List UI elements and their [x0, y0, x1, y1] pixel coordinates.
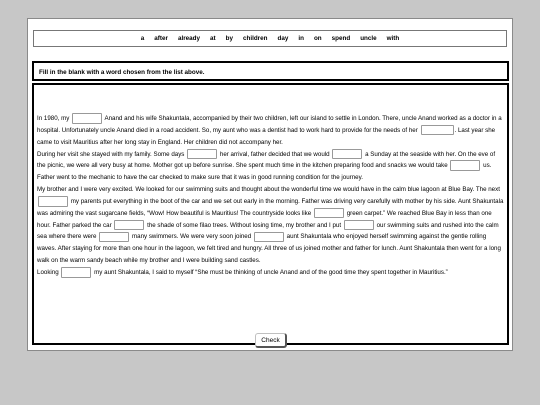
- word-bank-item: children: [242, 35, 268, 42]
- story-segment: Anand and his wife Shakuntala, accompanied by their two children, left our island to settle in London. There, uncle Anand worked as a doctor in a hospital. Unfortunately uncle Anand died in a road accident. So, my aunt who was a dentist had to work hard to provide for the needs of her: [37, 115, 502, 134]
- word-bank-item: a: [140, 35, 145, 42]
- check-button[interactable]: Check: [255, 333, 287, 348]
- word-bank: [33, 30, 507, 47]
- word-bank-item: spend: [331, 35, 351, 42]
- story-segment: my parents put everything in the boot of the car and we set out early in the morning. Father was driving very carefully with mother by his side. Aunt Shakuntala was admiring the vast sugarcane fields, “Wow! How beautiful is Mauritius! The countryside looks like: [37, 197, 504, 217]
- blank-11-field[interactable]: [254, 232, 284, 243]
- word-bank-item: on: [313, 35, 322, 42]
- story-segment: the shade of some filao trees. Without losing time, my brother and I put: [147, 221, 342, 229]
- word-bank-item: uncle: [360, 35, 377, 42]
- story-segment: . Last year she came to visit Mauritius after her long stay in England. Her children did not accompany her.: [37, 126, 496, 146]
- story-segment: our swimming suits and rushed into the calm sea where there were: [37, 221, 499, 241]
- blank-7-field[interactable]: [314, 208, 344, 219]
- story-segment: her arrival, father decided that we would: [219, 150, 330, 158]
- word-bank-item: in: [298, 35, 304, 42]
- blank-9-field[interactable]: [344, 220, 374, 231]
- story-segment: many swimmers. We were very soon joined: [131, 233, 252, 241]
- blank-12-field[interactable]: [61, 267, 91, 278]
- story-segment: In 1980, my: [37, 115, 70, 122]
- instructions: Fill in the blank with a word chosen from the list above.: [32, 61, 509, 81]
- blank-4-field[interactable]: [332, 149, 362, 160]
- blank-6-field[interactable]: [38, 196, 68, 207]
- blank-8-field[interactable]: [114, 220, 144, 231]
- story-segment: aunt Shakuntala who enjoyed herself swimming against the gentle rolling waves. After staying for more than one hour in the lagoon, we felt tired and hungry. All three of us joined mother and father for lunch. Aunt Shakuntala then went for a long walk on the warm sandy beach while my brother and I were building sand castles.: [37, 233, 501, 265]
- exercise-panel: [27, 18, 513, 351]
- word-bank-item: day: [277, 35, 289, 42]
- story-segment: my aunt Shakuntala, I said to myself “She must be thinking of uncle Anand and of the good time they spent together in Mauritius.”: [94, 268, 448, 276]
- story-segment: us. Father went to the mechanic to have the car checked to make sure that it was in good running condition for the journey.: [37, 162, 492, 182]
- word-bank-item: after: [154, 35, 168, 42]
- story-segment: During her visit she stayed with my family. Some days: [37, 150, 185, 158]
- word-bank-item: already: [177, 35, 200, 42]
- blank-1-field[interactable]: [72, 113, 102, 124]
- story-segment: My brother and I were very excited. We looked for our swimming suits and thought about the wonderful time we would have in the calm blue lagoon at Blue Bay. The next: [37, 186, 500, 194]
- word-bank-item: at: [210, 35, 216, 42]
- word-bank-item: with: [386, 35, 400, 42]
- blank-5-field[interactable]: [450, 160, 480, 171]
- story-segment: Looking: [37, 268, 59, 276]
- story-segment: green carpet.” We reached Blue Bay in less than one hour. Father parked the car: [37, 209, 492, 229]
- top-bar: [0, 0, 540, 18]
- story-segment: a Sunday at the seaside with her. On the eve of the picnic, we were all very busy at home. Mother got up before sunrise. She spent much time in the kitchen preparing food and snacks we would take: [37, 150, 496, 170]
- blank-2-field[interactable]: [421, 125, 454, 136]
- story-text: [32, 83, 509, 345]
- blank-10-field[interactable]: [99, 232, 129, 243]
- word-bank-item: by: [225, 35, 233, 42]
- blank-3-field[interactable]: [187, 149, 217, 160]
